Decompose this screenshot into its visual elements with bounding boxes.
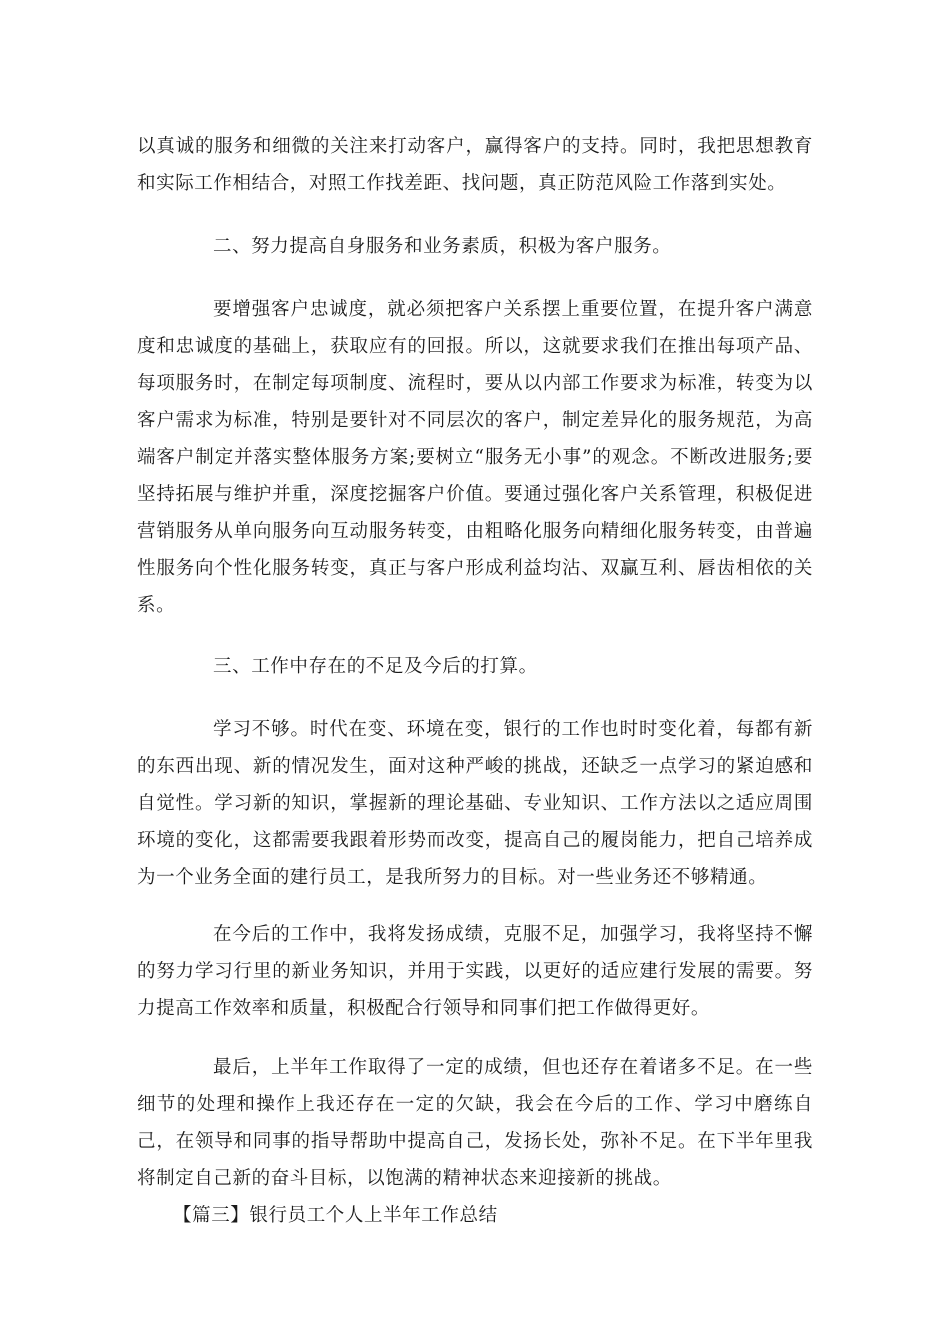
document-body xyxy=(137,128,813,1234)
part-three-title: 【篇三】银行员工个人上半年工作总结 xyxy=(173,1205,498,1226)
paragraph-continuation: 以真诚的服务和细微的关注来打动客户，赢得客户的支持。同时，我把思想教育和实际工作相结合，对照工作找差距、找问题，真正防范风险工作落到实处。 xyxy=(137,136,813,194)
paragraph-insufficient-study: 学习不够。时代在变、环境在变，银行的工作也时时变化着，每都有新的东西出现、新的情况发生，面对这种严峻的挑战，还缺乏一点学习的紧迫感和自觉性。学习新的知识，掌握新的理论基础、专业知识、工作方法以之适应周围环境的变化，这都需要我跟着形势而改变，提高自己的履岗能力，把自己培养成为一个业务全面的建行员工，是我所努力的目标。对一些业务还不够精通。 xyxy=(137,719,813,888)
paragraph-conclusion: 最后，上半年工作取得了一定的成绩，但也还存在着诸多不足。在一些细节的处理和操作上我还存在一定的欠缺，我会在今后的工作、学习中磨练自己，在领导和同事的指导帮助中提高自己，发扬长处，弥补不足。在下半年里我将制定自己新的奋斗目标，以饱满的精神状态来迎接新的挑战。 xyxy=(137,1057,813,1189)
paragraph-future-work: 在今后的工作中，我将发扬成绩，克服不足，加强学习，我将坚持不懈的努力学习行里的新业务知识，并用于实践，以更好的适应建行发展的需要。努力提高工作效率和质量，积极配合行领导和同事们把工作做得更好。 xyxy=(137,924,813,1019)
section-heading-three: 三、工作中存在的不足及今后的打算。 xyxy=(213,656,538,677)
paragraph-customer-loyalty: 要增强客户忠诚度，就必须把客户关系摆上重要位置，在提升客户满意度和忠诚度的基础上，获取应有的回报。所以，这就要求我们在推出每项产品、每项服务时，在制定每项制度、流程时，要从以内部工作要求为标准，转变为以客户需求为标准，特别是要针对不同层次的客户，制定差异化的服务规范，为高端客户制定并落实整体服务方案;要树立“服务无小事”的观念。不断改进服务;要坚持拓展与维护并重，深度挖掘客户价值。要通过强化客户关系管理，积极促进营销服务从单向服务向互动服务转变，由粗略化服务向精细化服务转变，由普遍性服务向个性化服务转变，真正与客户形成利益均沾、双赢互利、唇齿相依的关系。 xyxy=(137,299,813,616)
section-heading-two: 二、努力提高自身服务和业务素质，积极为客户服务。 xyxy=(213,236,672,257)
